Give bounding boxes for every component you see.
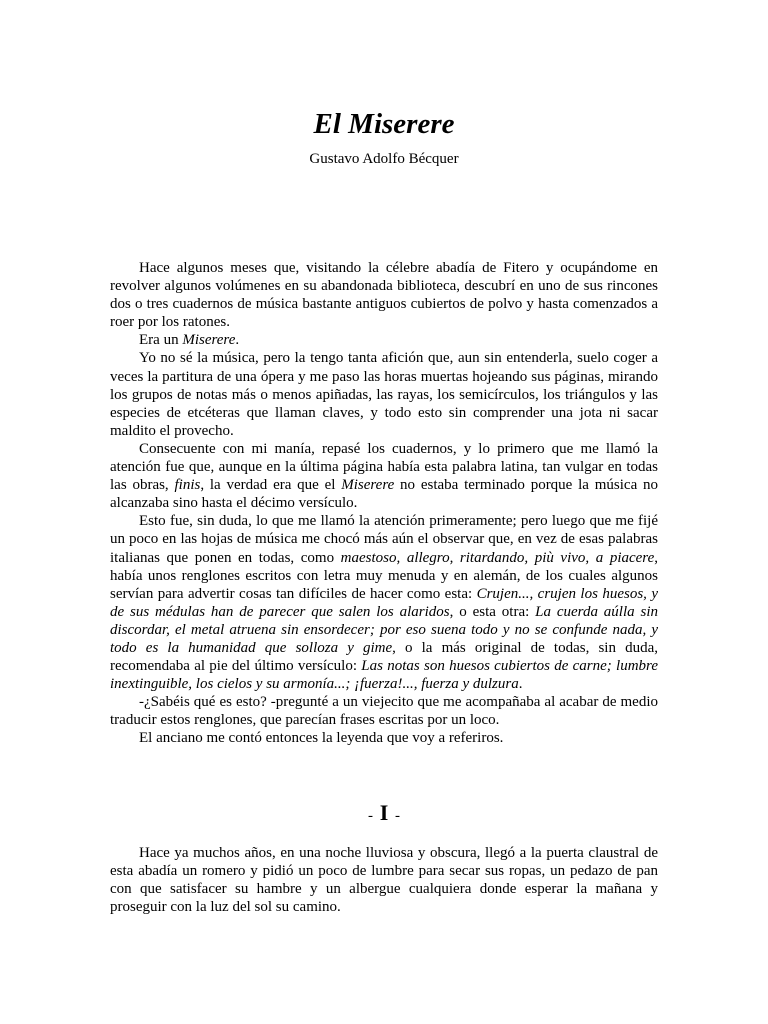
text-run: , había unos renglones escritos con letra muy menuda y en alemán, de los cuales algunos servían para advertir cosas tan difíciles de hacer como esta: xyxy=(110,549,658,602)
italic-run: Crujen..., crujen los huesos, y de sus médulas han de parecer que salen los alaridos xyxy=(110,585,659,620)
italic-run: La cuerda aúlla sin discordar, el metal atruena sin ensordecer; por eso suena todo y no se confunde nada, y todo es la humanidad que solloza y gime xyxy=(110,603,658,656)
paragraph xyxy=(110,440,658,512)
italic-run: Miserere xyxy=(182,332,236,349)
paragraph xyxy=(110,349,658,439)
intro-text xyxy=(110,259,658,748)
text-run: El anciano me contó entonces la leyenda que voy a referiros. xyxy=(139,730,504,747)
document-author: Gustavo Adolfo Bécquer xyxy=(309,151,459,167)
text-run: no estaba terminado porque la música no alcanzaba sino hasta el décimo versículo. xyxy=(110,477,659,512)
paragraph xyxy=(110,693,658,729)
text-run: Esto fue, sin duda, lo que me llamó la atención primeramente; pero luego que me fijé un poco en las hojas de música me chocó más aún el observar que, en vez de esas palabras italianas que ponen en todas, como xyxy=(110,513,658,566)
italic-run: finis xyxy=(174,477,201,494)
paragraph xyxy=(110,259,658,331)
paragraph xyxy=(110,844,658,916)
text-run: Yo no sé la música, pero la tengo tanta afición que, aun sin entenderla, suelo coger a veces la partitura de una ópera y me paso las horas muertas hojeando sus páginas, mirando los grupos de notas más o menos apiñadas, las rayas, los semicírculos, los triángulos y las especies de etcéteras que llaman claves, y todo esto sin comprender una jota ni sacar maldito el provecho. xyxy=(110,350,658,439)
text-run: . xyxy=(235,332,240,349)
section-one-text xyxy=(110,844,658,916)
text-run: , la verdad era que el xyxy=(200,477,342,494)
heading-dash-left: - xyxy=(367,808,373,824)
section-numeral: I xyxy=(379,800,389,825)
text-run: , o esta otra: xyxy=(449,603,536,620)
document-title: El Miserere xyxy=(313,108,455,140)
italic-run: maestoso, allegro, ritardando, più vivo, a piacere xyxy=(340,549,655,566)
text-run: , o la más original de todas, sin duda, recomendaba al pie del último versículo: xyxy=(110,639,658,675)
italic-run: Las notas son huesos cubiertos de carne; lumbre inextinguible, los cielos y su armonía...; ¡fuerza!..., fuerza y dulzura xyxy=(110,658,658,693)
text-run: -¿Sabéis qué es esto? -pregunté a un viejecito que me acompañaba al acabar de medio traducir estos renglones, que parecían frases escritas por un loco. xyxy=(110,694,658,729)
section-heading xyxy=(0,801,768,828)
paragraph xyxy=(110,512,658,693)
text-run: Hace algunos meses que, visitando la célebre abadía de Fitero y ocupándome en revolver algunos volúmenes en su abandonada biblioteca, descubrí en uno de sus rincones dos o tres cuadernos de música bastante antiguos cubiertos de polvo y hasta comenzados a roer por los ratones. xyxy=(110,260,658,331)
paragraph xyxy=(110,729,658,747)
text-run: . xyxy=(518,676,523,693)
heading-dash-right: - xyxy=(395,808,401,824)
italic-run: Miserere xyxy=(341,477,395,494)
text-run: Consecuente con mi manía, repasé los cuadernos, y lo primero que me llamó la atención fue que, aunque en la última página había esta palabra latina, tan vulgar en todas las obras, xyxy=(110,440,658,494)
text-run: Era un xyxy=(139,332,183,349)
paragraph xyxy=(110,331,658,349)
text-run: Hace ya muchos años, en una noche lluviosa y obscura, llegó a la puerta claustral de esta abadía un romero y pidió un poco de lumbre para secar sus ropas, un pedazo de pan con que satisfacer su hambre y un albergue cualquiera donde esperar la mañana y proseguir con la luz del sol su camino. xyxy=(110,845,658,916)
